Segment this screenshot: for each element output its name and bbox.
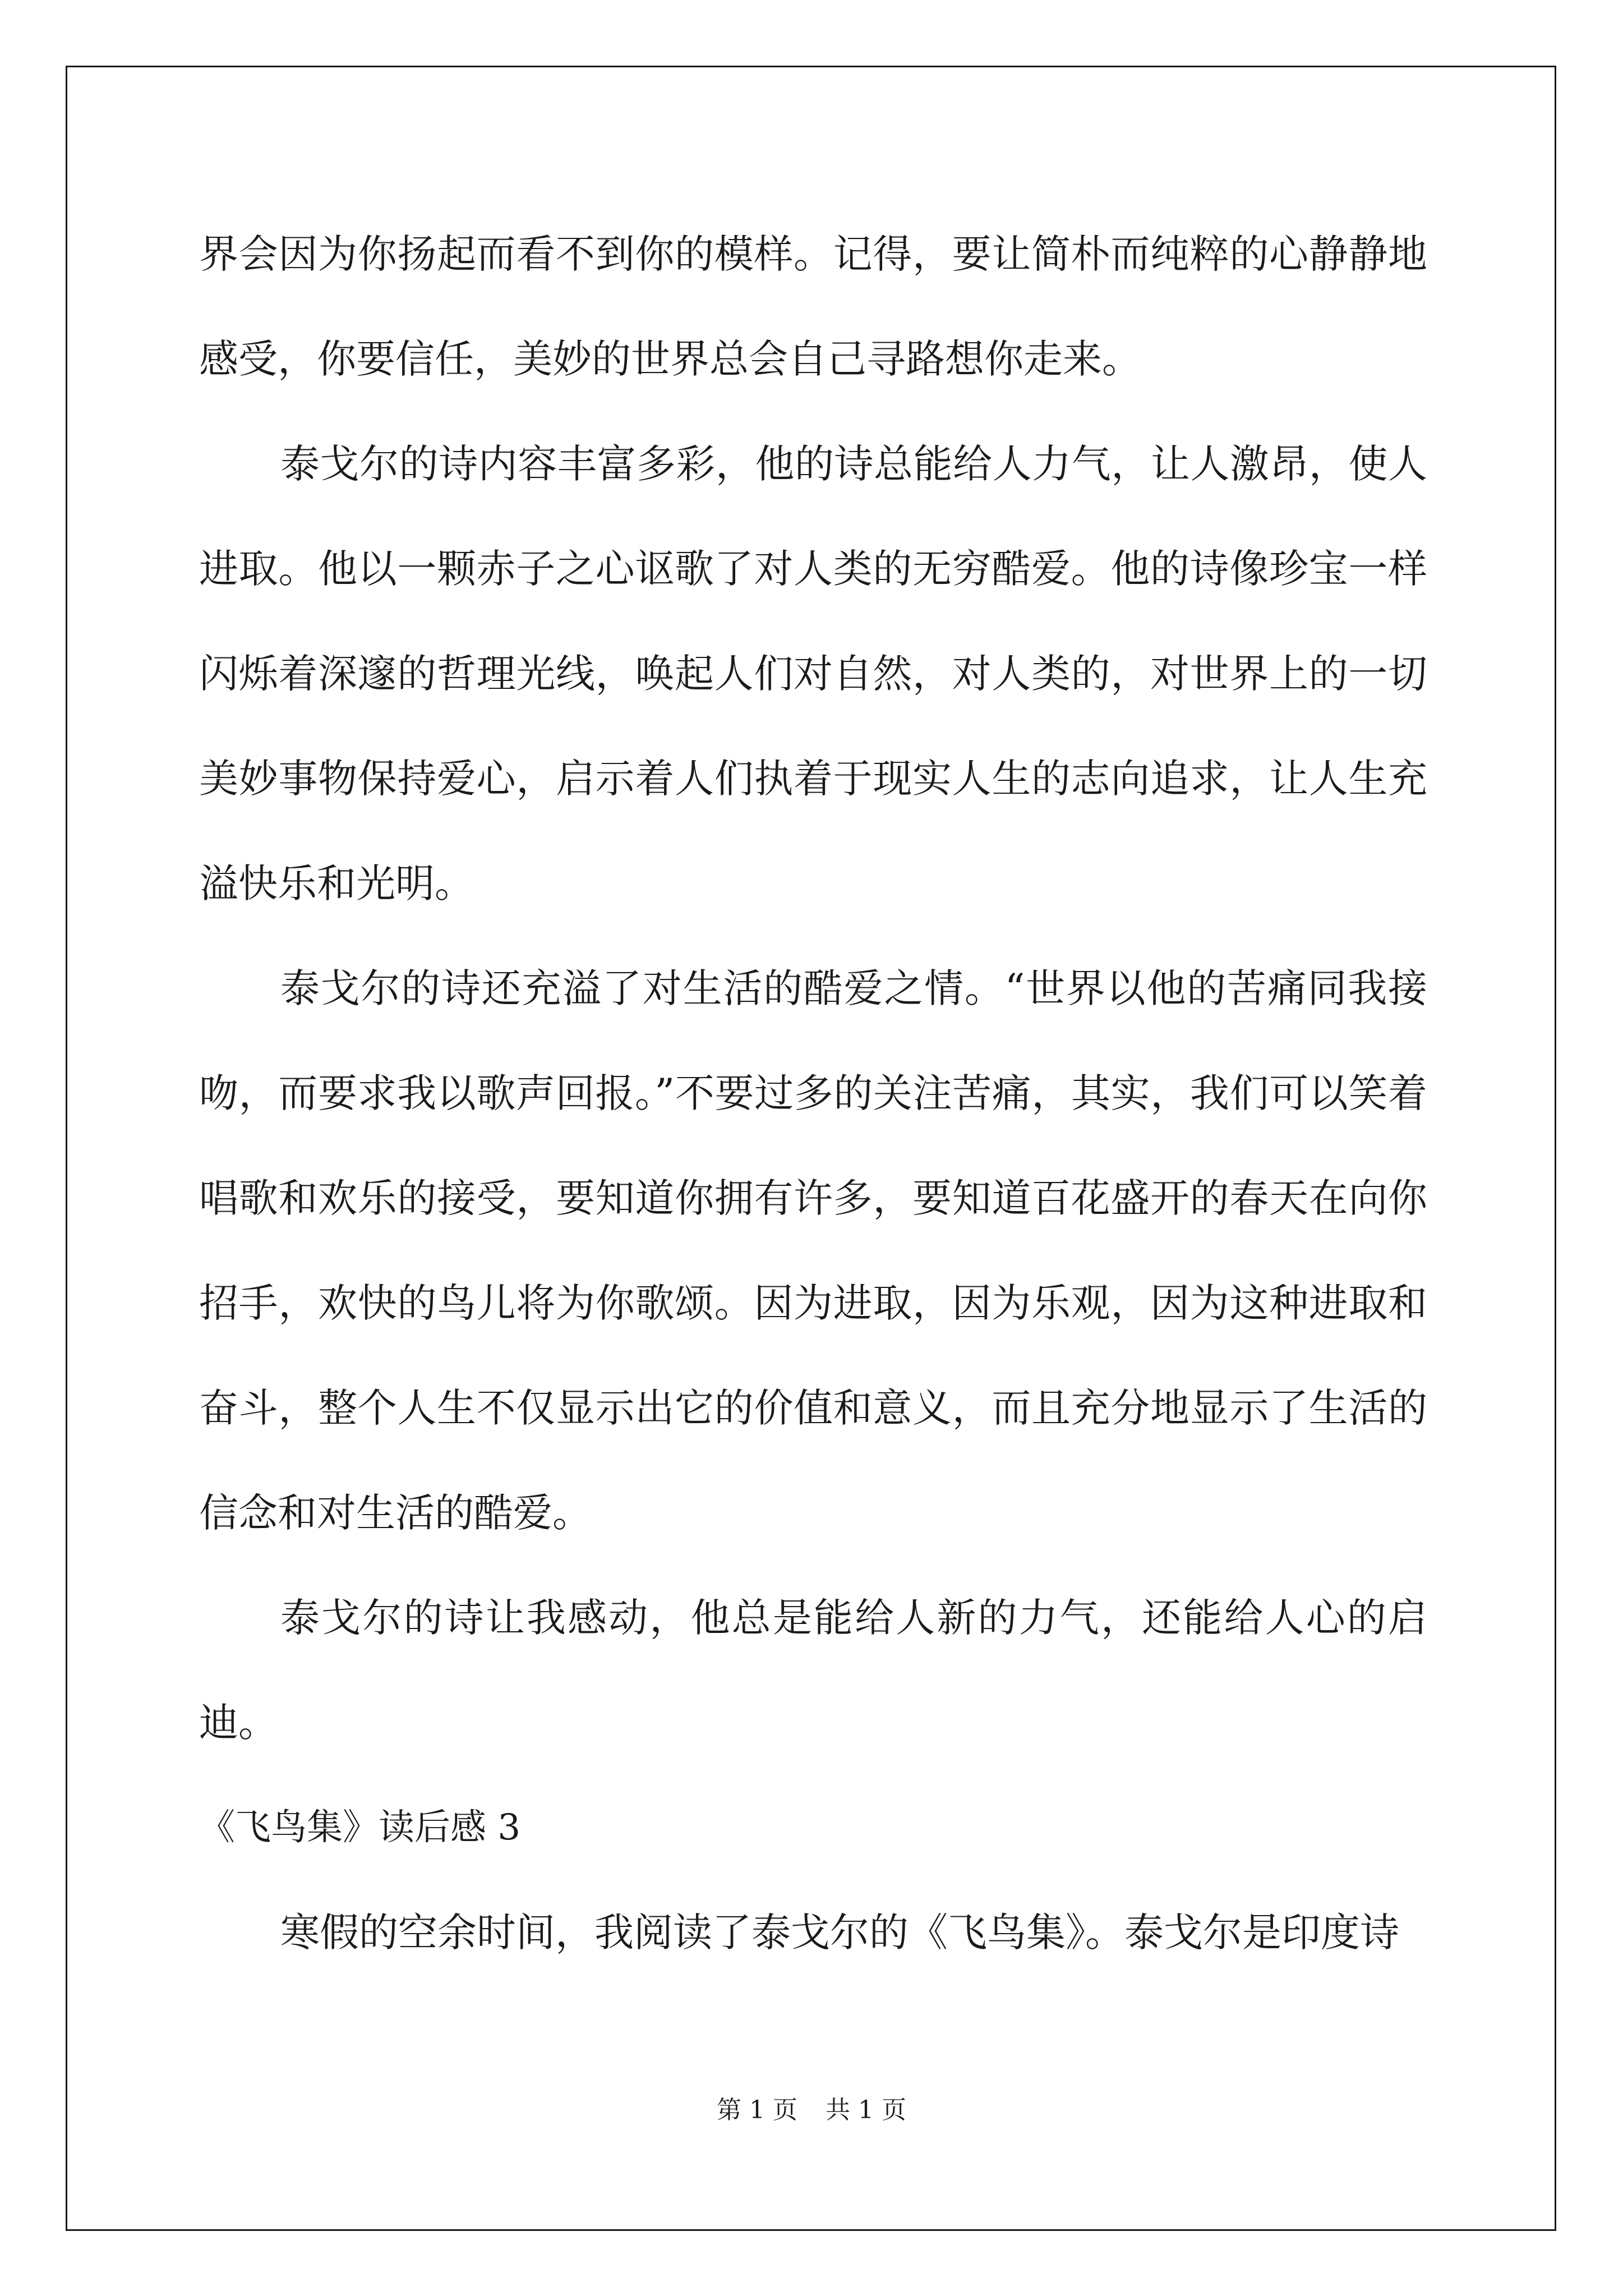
document-body	[199, 202, 1427, 1985]
paragraph-4: 泰戈尔的诗让我感动，他总是能给人新的力气，还能给人心的启迪。	[199, 1595, 1427, 1746]
paragraph-1: 界会因为你扬起而看不到你的模样。记得，要让简朴而纯粹的心静静地感受，你要信任，美妙的世界总会自己寻路想你走来。	[199, 231, 1427, 382]
page-number: 第 1 页	[717, 2096, 797, 2124]
page-total: 共 1 页	[826, 2096, 906, 2124]
paragraph-3: 泰戈尔的诗还充溢了对生活的酷爱之情。“世界以他的苦痛同我接吻，而要求我以歌声回报。”不要过多的关注苦痛，其实，我们可以笑着唱歌和欢乐的接受，要知道你拥有许多，要知道百花盛开的春天在向你招手，欢快的鸟儿将为你歌颂。因为进取，因为乐观，因为这种进取和奋斗，整个人生不仅显示出它的价值和意义，而且充分地显示了生活的信念和对生活的酷爱。	[199, 965, 1427, 1536]
paragraph-2: 泰戈尔的诗内容丰富多彩，他的诗总能给人力气，让人激昂，使人进取。他以一颗赤子之心讴歌了对人类的无穷酷爱。他的诗像珍宝一样闪烁着深邃的哲理光线，唤起人们对自然，对人类的，对世界上的一切美妙事物保持爱心，启示着人们执着于现实人生的志向追求，让人生充溢快乐和光明。	[199, 441, 1427, 907]
paragraph-5: 寒假的空余时间，我阅读了泰戈尔的《飞鸟集》。泰戈尔是印度诗	[280, 1910, 1399, 1955]
page-footer	[0, 2090, 1623, 2125]
section-heading: 《飞鸟集》读后感 3	[199, 1807, 521, 1848]
